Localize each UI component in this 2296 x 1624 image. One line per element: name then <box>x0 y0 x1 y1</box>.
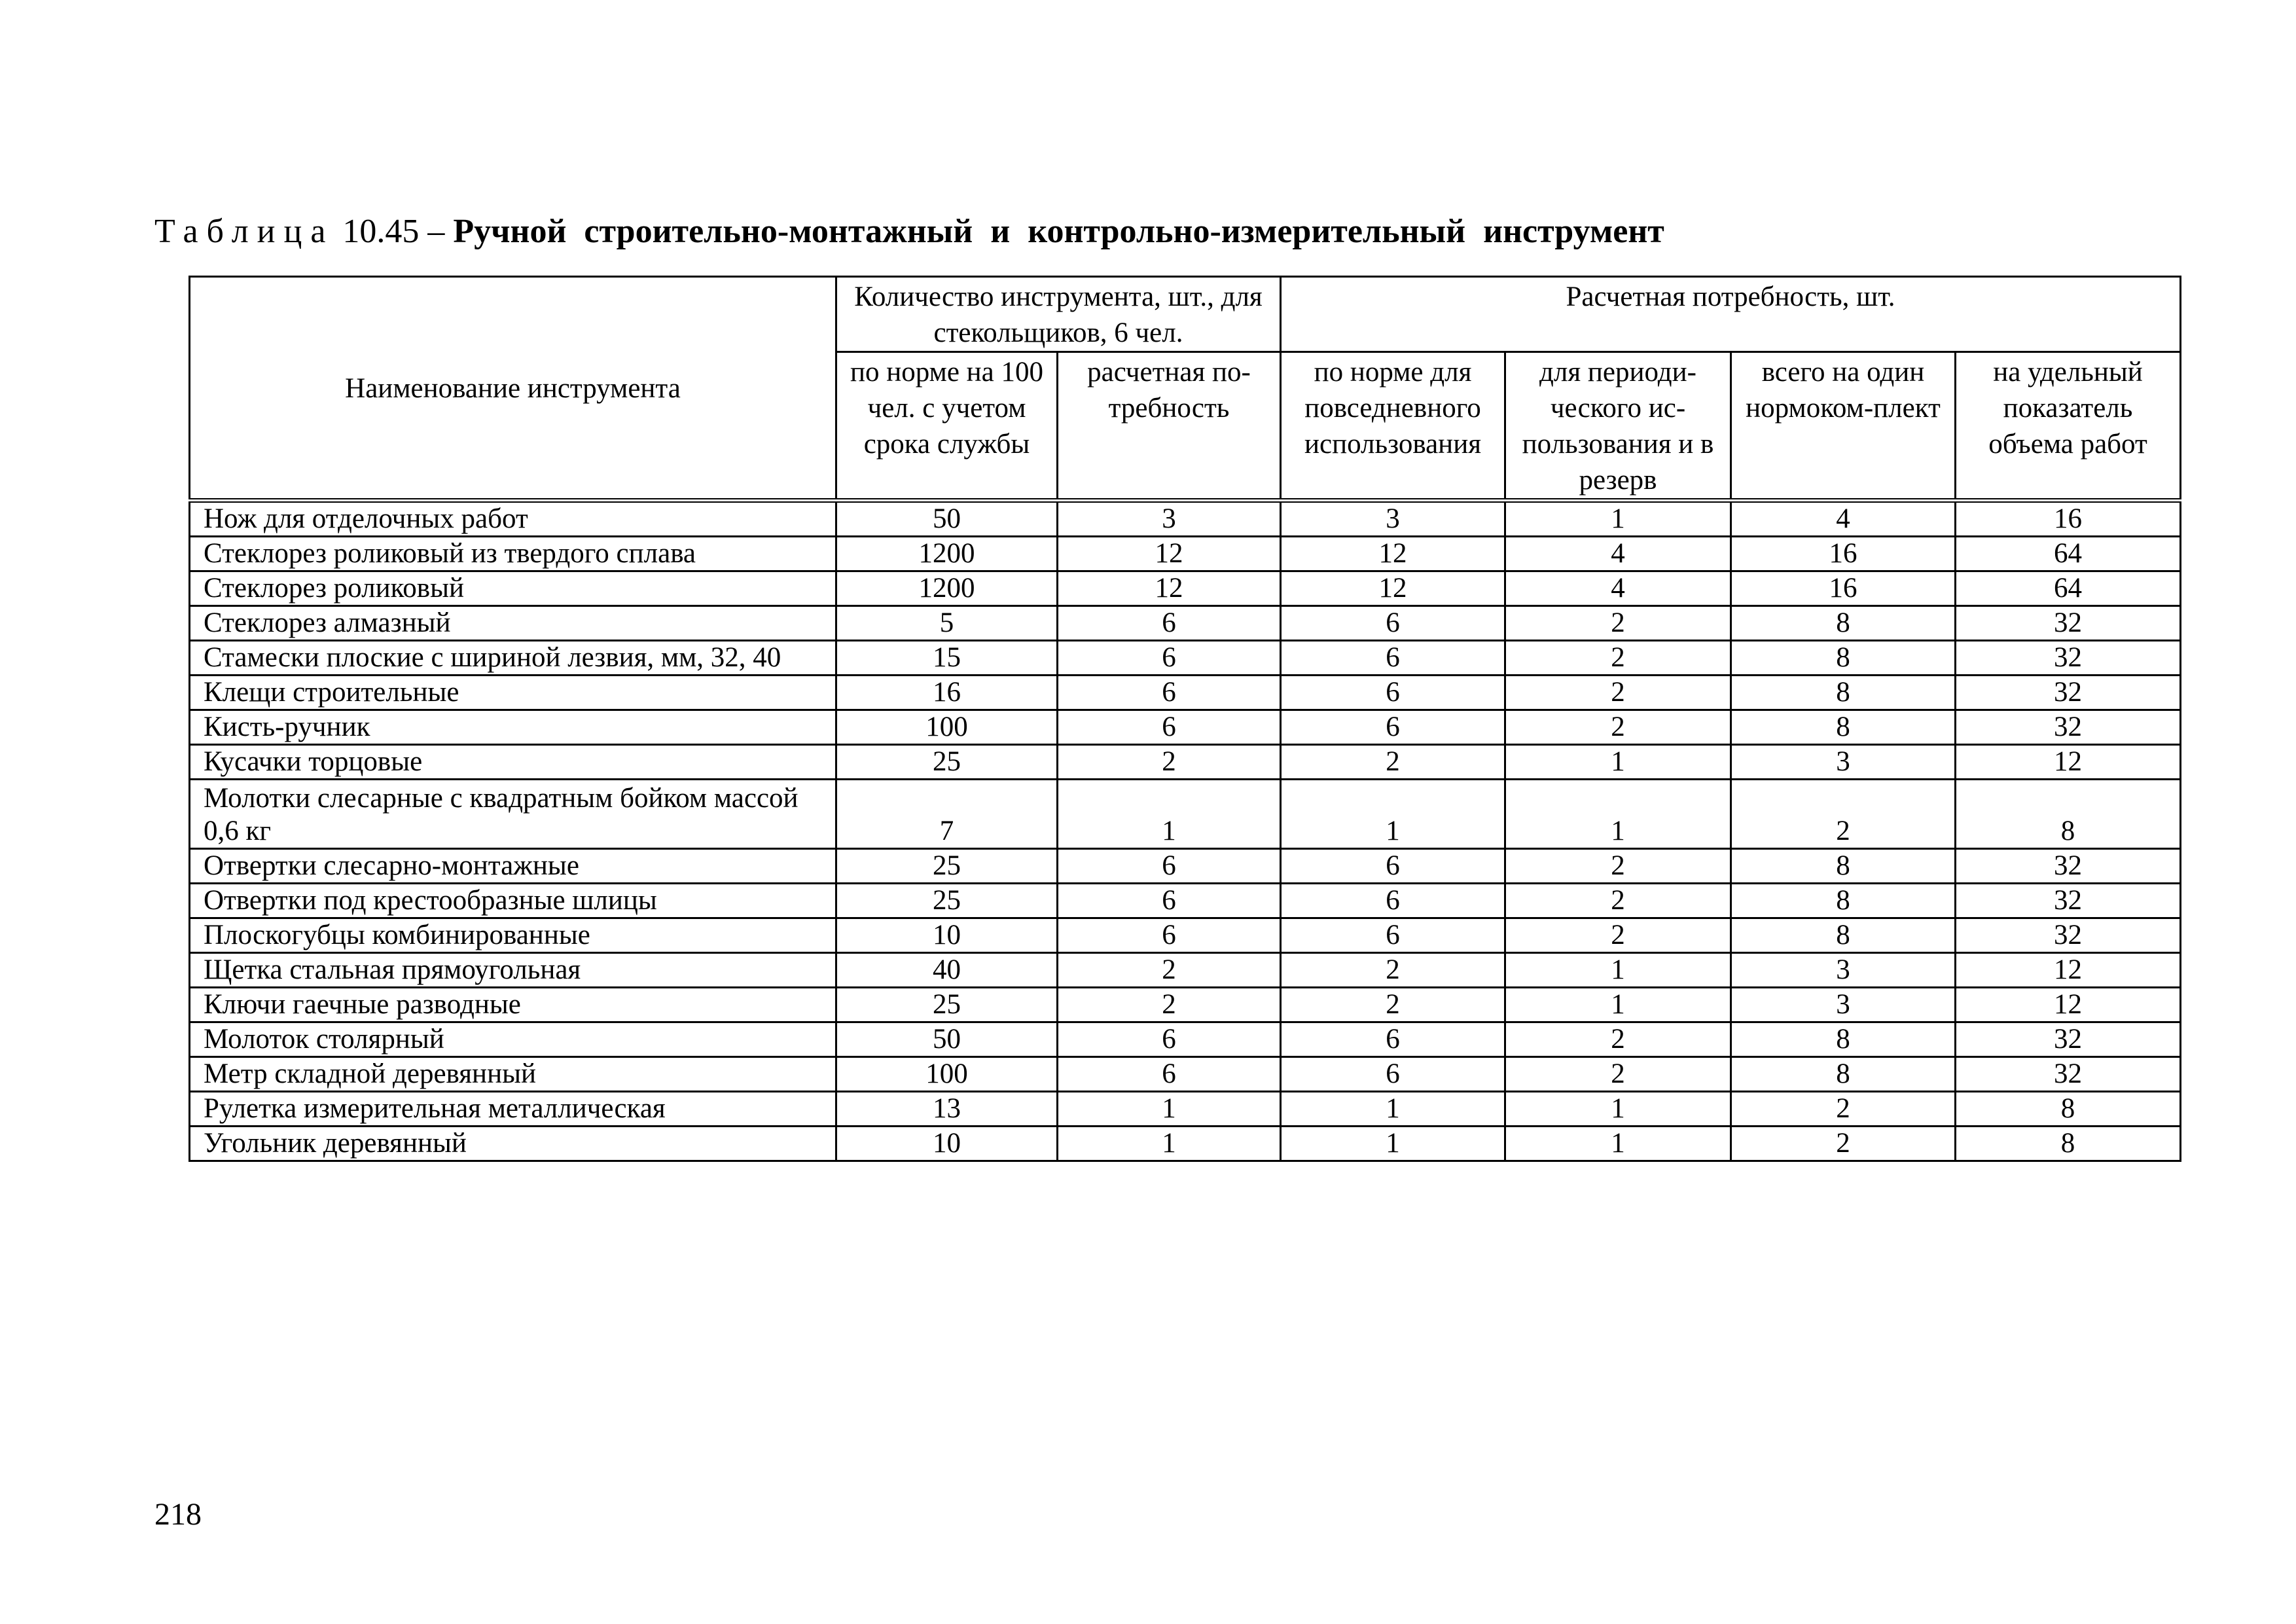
cell-daily: 6 <box>1281 1022 1505 1057</box>
cell-set: 3 <box>1731 745 1956 780</box>
cell-name: Клещи строительные <box>190 676 836 710</box>
cell-calc: 6 <box>1058 918 1281 953</box>
cell-norm100: 1200 <box>836 571 1058 606</box>
cell-volume: 32 <box>1956 676 2181 710</box>
cell-name: Угольник деревянный <box>190 1127 836 1161</box>
cell-periodic: 1 <box>1505 953 1731 988</box>
cell-daily: 6 <box>1281 884 1505 918</box>
cell-norm100: 50 <box>836 1022 1058 1057</box>
cell-daily: 1 <box>1281 1127 1505 1161</box>
cell-norm100: 25 <box>836 849 1058 884</box>
cell-calc: 1 <box>1058 1092 1281 1127</box>
cell-daily: 1 <box>1281 1092 1505 1127</box>
cell-norm100: 25 <box>836 884 1058 918</box>
cell-calc: 1 <box>1058 1127 1281 1161</box>
table-row <box>190 537 2181 571</box>
cell-calc: 2 <box>1058 988 1281 1022</box>
cell-norm100: 5 <box>836 606 1058 641</box>
cell-volume: 32 <box>1956 884 2181 918</box>
cell-periodic: 2 <box>1505 710 1731 745</box>
cell-norm100: 13 <box>836 1092 1058 1127</box>
cell-norm100: 50 <box>836 501 1058 537</box>
cell-volume: 12 <box>1956 953 2181 988</box>
cell-periodic: 1 <box>1505 1127 1731 1161</box>
cell-volume: 32 <box>1956 849 2181 884</box>
cell-periodic: 2 <box>1505 641 1731 676</box>
cell-calc: 12 <box>1058 571 1281 606</box>
cell-norm100: 100 <box>836 1057 1058 1092</box>
cell-name: Кусачки торцовые <box>190 745 836 780</box>
cell-periodic: 1 <box>1505 745 1731 780</box>
cell-calc: 3 <box>1058 501 1281 537</box>
cell-calc: 1 <box>1058 780 1281 849</box>
table-row <box>190 676 2181 710</box>
caption-number: 10.45 <box>342 213 420 250</box>
cell-calc: 6 <box>1058 676 1281 710</box>
table-row <box>190 884 2181 918</box>
cell-daily: 6 <box>1281 676 1505 710</box>
cell-norm100: 1200 <box>836 537 1058 571</box>
cell-name: Отвертки слесарно-монтажные <box>190 849 836 884</box>
table-row <box>190 606 2181 641</box>
cell-volume: 12 <box>1956 988 2181 1022</box>
cell-volume: 32 <box>1956 710 2181 745</box>
table-header <box>190 277 2181 501</box>
cell-daily: 2 <box>1281 953 1505 988</box>
cell-norm100: 15 <box>836 641 1058 676</box>
cell-periodic: 4 <box>1505 537 1731 571</box>
cell-name: Молоток столярный <box>190 1022 836 1057</box>
cell-volume: 32 <box>1956 1022 2181 1057</box>
cell-daily: 2 <box>1281 745 1505 780</box>
cell-set: 8 <box>1731 849 1956 884</box>
cell-daily: 6 <box>1281 710 1505 745</box>
cell-periodic: 1 <box>1505 1092 1731 1127</box>
cell-set: 8 <box>1731 1022 1956 1057</box>
table-row <box>190 953 2181 988</box>
cell-norm100: 16 <box>836 676 1058 710</box>
header-group-quantity: Количество инструмента, шт., для стекольщиков, 6 чел. <box>836 277 1281 352</box>
header-group-need: Расчетная потребность, шт. <box>1281 277 2181 352</box>
cell-volume: 8 <box>1956 780 2181 849</box>
cell-periodic: 2 <box>1505 606 1731 641</box>
cell-set: 2 <box>1731 1092 1956 1127</box>
cell-daily: 6 <box>1281 918 1505 953</box>
cell-daily: 6 <box>1281 606 1505 641</box>
table-row <box>190 571 2181 606</box>
table-row <box>190 1022 2181 1057</box>
caption-dash: – <box>427 213 445 250</box>
cell-set: 8 <box>1731 1057 1956 1092</box>
cell-daily: 3 <box>1281 501 1505 537</box>
cell-volume: 32 <box>1956 1057 2181 1092</box>
cell-daily: 1 <box>1281 780 1505 849</box>
cell-periodic: 2 <box>1505 1022 1731 1057</box>
table-row <box>190 918 2181 953</box>
cell-calc: 6 <box>1058 606 1281 641</box>
cell-name: Отвертки под крестообразные шлицы <box>190 884 836 918</box>
table-row <box>190 745 2181 780</box>
cell-periodic: 2 <box>1505 884 1731 918</box>
cell-calc: 6 <box>1058 884 1281 918</box>
header-set: всего на один нормоком-плект <box>1731 352 1956 501</box>
cell-set: 2 <box>1731 1127 1956 1161</box>
cell-norm100: 10 <box>836 918 1058 953</box>
cell-name: Плоскогубцы комбинированные <box>190 918 836 953</box>
cell-set: 2 <box>1731 780 1956 849</box>
table-body <box>190 501 2181 1161</box>
table-row <box>190 641 2181 676</box>
cell-periodic: 2 <box>1505 1057 1731 1092</box>
cell-periodic: 2 <box>1505 849 1731 884</box>
cell-name: Рулетка измерительная металлическая <box>190 1092 836 1127</box>
cell-periodic: 2 <box>1505 918 1731 953</box>
cell-norm100: 7 <box>836 780 1058 849</box>
table-row <box>190 710 2181 745</box>
table-row <box>190 780 2181 849</box>
cell-calc: 6 <box>1058 710 1281 745</box>
header-calc-need: расчетная по-требность <box>1058 352 1281 501</box>
cell-daily: 12 <box>1281 571 1505 606</box>
cell-norm100: 100 <box>836 710 1058 745</box>
cell-volume: 16 <box>1956 501 2181 537</box>
cell-periodic: 1 <box>1505 988 1731 1022</box>
cell-calc: 12 <box>1058 537 1281 571</box>
cell-name: Стамески плоские с шириной лезвия, мм, 32, 40 <box>190 641 836 676</box>
cell-calc: 6 <box>1058 641 1281 676</box>
cell-name: Молотки слесарные с квадратным бойком массой 0,6 кг <box>190 780 836 849</box>
cell-periodic: 1 <box>1505 501 1731 537</box>
cell-set: 16 <box>1731 571 1956 606</box>
cell-volume: 12 <box>1956 745 2181 780</box>
cell-norm100: 10 <box>836 1127 1058 1161</box>
cell-calc: 6 <box>1058 849 1281 884</box>
cell-volume: 32 <box>1956 606 2181 641</box>
cell-set: 16 <box>1731 537 1956 571</box>
cell-name: Стеклорез алмазный <box>190 606 836 641</box>
cell-name: Стеклорез роликовый <box>190 571 836 606</box>
header-daily: по норме для повседневного использования <box>1281 352 1505 501</box>
cell-name: Ключи гаечные разводные <box>190 988 836 1022</box>
cell-calc: 2 <box>1058 745 1281 780</box>
cell-daily: 6 <box>1281 849 1505 884</box>
table-row <box>190 849 2181 884</box>
table-row <box>190 1127 2181 1161</box>
header-periodic: для периоди-ческого ис-пользования и в резерв <box>1505 352 1731 501</box>
cell-set: 4 <box>1731 501 1956 537</box>
cell-set: 3 <box>1731 953 1956 988</box>
cell-set: 8 <box>1731 884 1956 918</box>
cell-norm100: 25 <box>836 988 1058 1022</box>
table-row <box>190 501 2181 537</box>
cell-volume: 32 <box>1956 918 2181 953</box>
cell-set: 8 <box>1731 918 1956 953</box>
cell-daily: 2 <box>1281 988 1505 1022</box>
cell-periodic: 2 <box>1505 676 1731 710</box>
cell-name: Метр складной деревянный <box>190 1057 836 1092</box>
cell-volume: 32 <box>1956 641 2181 676</box>
cell-name: Стеклорез роликовый из твердого сплава <box>190 537 836 571</box>
instrument-table <box>188 276 2181 1162</box>
cell-name: Щетка стальная прямоугольная <box>190 953 836 988</box>
cell-name: Нож для отделочных работ <box>190 501 836 537</box>
cell-norm100: 25 <box>836 745 1058 780</box>
cell-set: 8 <box>1731 710 1956 745</box>
table-row <box>190 1057 2181 1092</box>
cell-volume: 8 <box>1956 1127 2181 1161</box>
cell-periodic: 4 <box>1505 571 1731 606</box>
cell-volume: 64 <box>1956 571 2181 606</box>
cell-name: Кисть-ручник <box>190 710 836 745</box>
cell-norm100: 40 <box>836 953 1058 988</box>
cell-daily: 12 <box>1281 537 1505 571</box>
cell-volume: 64 <box>1956 537 2181 571</box>
caption-prefix: Таблица <box>154 213 334 250</box>
header-norm100: по норме на 100 чел. с учетом срока службы <box>836 352 1058 501</box>
cell-daily: 6 <box>1281 1057 1505 1092</box>
cell-set: 8 <box>1731 606 1956 641</box>
cell-periodic: 1 <box>1505 780 1731 849</box>
cell-calc: 6 <box>1058 1022 1281 1057</box>
header-name: Наименование инструмента <box>190 277 836 501</box>
cell-calc: 6 <box>1058 1057 1281 1092</box>
cell-set: 8 <box>1731 676 1956 710</box>
table-row <box>190 1092 2181 1127</box>
table-caption <box>154 211 1664 253</box>
table-row <box>190 988 2181 1022</box>
header-volume: на удельный показатель объема работ <box>1956 352 2181 501</box>
cell-volume: 8 <box>1956 1092 2181 1127</box>
cell-daily: 6 <box>1281 641 1505 676</box>
cell-set: 3 <box>1731 988 1956 1022</box>
cell-calc: 2 <box>1058 953 1281 988</box>
page-number: 218 <box>154 1497 202 1532</box>
cell-set: 8 <box>1731 641 1956 676</box>
caption-title: Ручной строительно-монтажный и контрольно-измерительный инструмент <box>453 213 1664 250</box>
